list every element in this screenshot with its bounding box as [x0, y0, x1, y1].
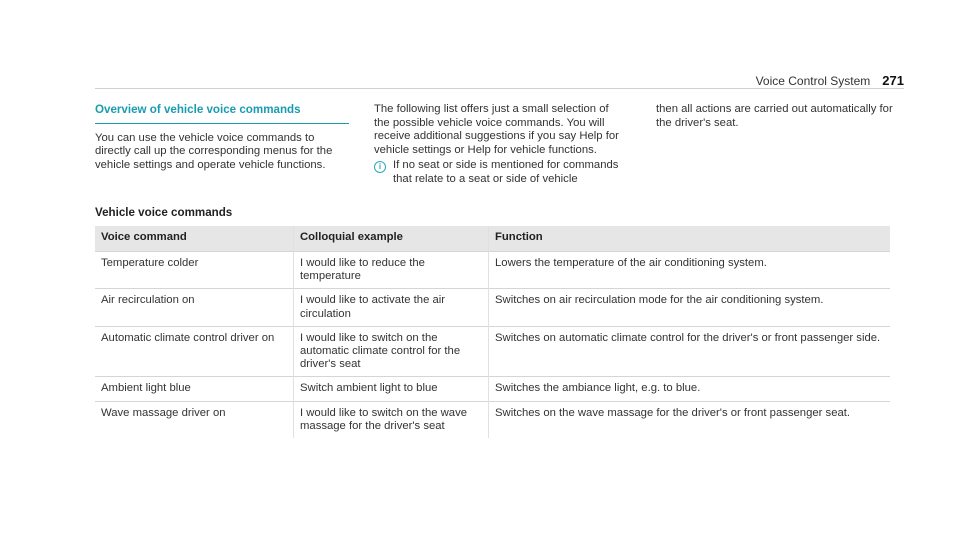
function-cell: Switches on automatic climate control for the driver's or front passenger side. [489, 326, 891, 377]
middle-column [374, 103, 619, 187]
table-title: Vehicle voice commands [95, 206, 233, 219]
voice-command-cell: Ambient light blue [95, 377, 294, 401]
example-cell: I would like to activate the air circulation [294, 289, 489, 326]
table-row [95, 326, 890, 377]
function-cell: Lowers the temperature of the air conditioning system. [489, 252, 891, 289]
table-row [95, 252, 890, 289]
overview-paragraph: You can use the vehicle voice commands to directly call up the corresponding menus for the vehicle settings and operate vehicle functions. [95, 131, 333, 171]
page-header [756, 73, 904, 88]
example-cell: I would like to switch on the automatic climate control for the driver's seat [294, 326, 489, 377]
table-row [95, 401, 890, 438]
heading-underline [95, 123, 349, 124]
voice-command-cell: Air recirculation on [95, 289, 294, 326]
function-cell: Switches the ambiance light, e.g. to blue. [489, 377, 891, 401]
header-colloquial-example: Colloquial example [294, 226, 489, 252]
overview-heading: Overview of vehicle voice commands [95, 103, 301, 116]
example-cell: I would like to switch on the wave massage for the driver's seat [294, 401, 489, 438]
table-header-row [95, 226, 890, 252]
voice-commands-table [95, 226, 890, 438]
note-text: If no seat or side is mentioned for commands that relate to a seat or side of vehicle [393, 159, 619, 185]
table-row [95, 377, 890, 401]
header-voice-command: Voice command [95, 226, 294, 252]
selection-paragraph: The following list offers just a small selection of the possible vehicle voice commands. You will receive additional suggestions if you say Help for vehicle settings or Help for vehicle functions. [374, 103, 619, 156]
voice-command-cell: Automatic climate control driver on [95, 326, 294, 377]
section-title: Voice Control System [755, 74, 871, 88]
header-divider [95, 88, 904, 89]
right-column [656, 103, 906, 130]
function-cell: Switches on the wave massage for the driver's or front passenger seat. [489, 401, 891, 438]
example-cell: Switch ambient light to blue [294, 377, 489, 401]
voice-command-cell: Wave massage driver on [95, 401, 294, 438]
continuation-paragraph: then all actions are carried out automatically for the driver's seat. [656, 103, 893, 129]
voice-command-cell: Temperature colder [95, 252, 294, 289]
header-function: Function [489, 226, 891, 252]
page-number: 271 [882, 73, 904, 88]
info-note [374, 159, 619, 186]
function-cell: Switches on air recirculation mode for the air conditioning system. [489, 289, 891, 326]
table-row [95, 289, 890, 326]
example-cell: I would like to reduce the temperature [294, 252, 489, 289]
info-icon: i [374, 161, 386, 173]
overview-column [95, 103, 350, 172]
